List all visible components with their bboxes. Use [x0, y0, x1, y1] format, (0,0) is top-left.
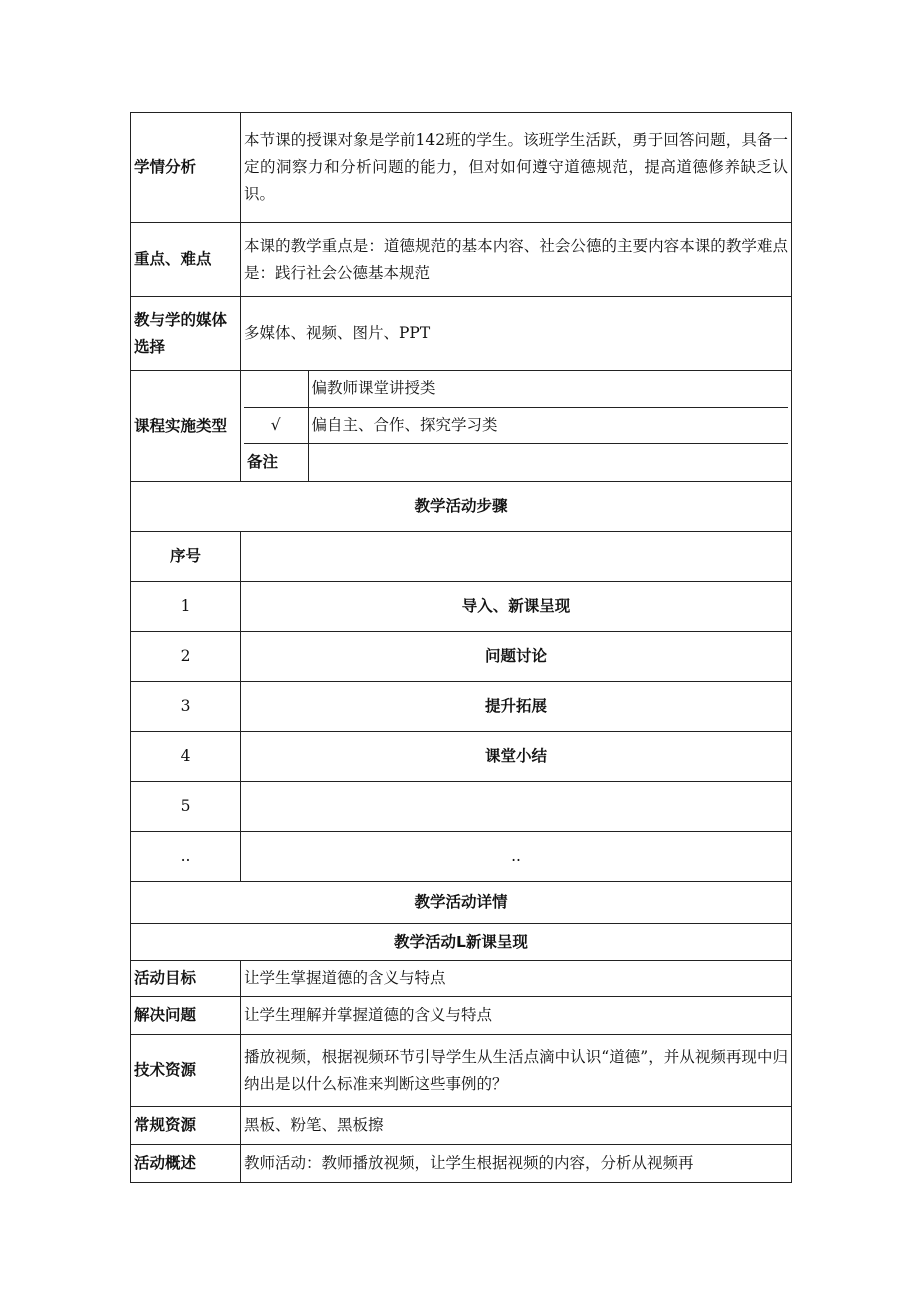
step-name: ..: [241, 832, 792, 882]
media-text: 多媒体、视频、图片、PPT: [241, 297, 792, 371]
detail-label: 活动概述: [131, 1145, 241, 1183]
key-points-text: 本课的教学重点是：道德规范的基本内容、社会公德的主要内容本课的教学难点是：践行社会公德基本规范: [241, 223, 792, 297]
course-type-row: [131, 371, 792, 482]
detail-row: [131, 1107, 792, 1145]
check-mark: √: [244, 407, 308, 443]
detail-text: 黑板、粉笔、黑板擦: [241, 1107, 792, 1145]
course-type-subtable: [244, 371, 788, 481]
step-number: 2: [131, 632, 241, 682]
step-name: 导入、新课呈现: [241, 582, 792, 632]
steps-col-row: [131, 532, 792, 582]
media-label: 教与学的媒体选择: [131, 297, 241, 371]
step-row: [131, 682, 792, 732]
lesson-plan-table: [130, 112, 792, 1183]
key-points-row: [131, 223, 792, 297]
step-name: 提升拓展: [241, 682, 792, 732]
step-number: 5: [131, 782, 241, 832]
seq-col-label: 序号: [131, 532, 241, 582]
detail-row: [131, 1145, 792, 1183]
detail-text: 让学生理解并掌握道德的含义与特点: [241, 997, 792, 1035]
details-header: 教学活动详情: [131, 882, 792, 924]
note-label: 备注: [244, 443, 308, 481]
course-type-options: [241, 371, 792, 482]
step-number: 1: [131, 582, 241, 632]
key-points-label: 重点、难点: [131, 223, 241, 297]
detail-text: 让学生掌握道德的含义与特点: [241, 961, 792, 997]
step-row: [131, 582, 792, 632]
step-name: [241, 782, 792, 832]
details-header-row: [131, 882, 792, 924]
detail-text: 播放视频，根据视频环节引导学生从生活点滴中认识“道德”，并从视频再现中归纳出是以什么标准来判断这些事例的？: [241, 1035, 792, 1107]
course-type-option: [244, 407, 788, 443]
analysis-label: 学情分析: [131, 113, 241, 223]
activity-title: 教学活动L新课呈现: [131, 924, 792, 961]
step-number: 4: [131, 732, 241, 782]
detail-row: [131, 961, 792, 997]
detail-label: 活动目标: [131, 961, 241, 997]
step-number: 3: [131, 682, 241, 732]
detail-label: 技术资源: [131, 1035, 241, 1107]
note-value: [308, 443, 788, 481]
seq-col-empty: [241, 532, 792, 582]
step-row: [131, 832, 792, 882]
media-row: [131, 297, 792, 371]
step-name: 问题讨论: [241, 632, 792, 682]
step-row: [131, 632, 792, 682]
note-row: [244, 443, 788, 481]
detail-row: [131, 1035, 792, 1107]
option-text: 偏教师课堂讲授类: [308, 371, 788, 407]
steps-header-row: [131, 482, 792, 532]
step-name: 课堂小结: [241, 732, 792, 782]
course-type-option: [244, 371, 788, 407]
analysis-text: 本节课的授课对象是学前142班的学生。该班学生活跃，勇于回答问题，具备一定的洞察力和分析问题的能力，但对如何遵守道德规范，提高道德修养缺乏认识。: [241, 113, 792, 223]
step-number: ..: [131, 832, 241, 882]
analysis-row: [131, 113, 792, 223]
detail-row: [131, 997, 792, 1035]
detail-text: 教师活动：教师播放视频，让学生根据视频的内容，分析从视频再: [241, 1145, 792, 1183]
detail-label: 常规资源: [131, 1107, 241, 1145]
detail-label: 解决问题: [131, 997, 241, 1035]
option-text: 偏自主、合作、探究学习类: [308, 407, 788, 443]
step-row: [131, 782, 792, 832]
activity-title-row: [131, 924, 792, 961]
check-mark: [244, 371, 308, 407]
step-row: [131, 732, 792, 782]
course-type-label: 课程实施类型: [131, 371, 241, 482]
steps-header: 教学活动步骤: [131, 482, 792, 532]
